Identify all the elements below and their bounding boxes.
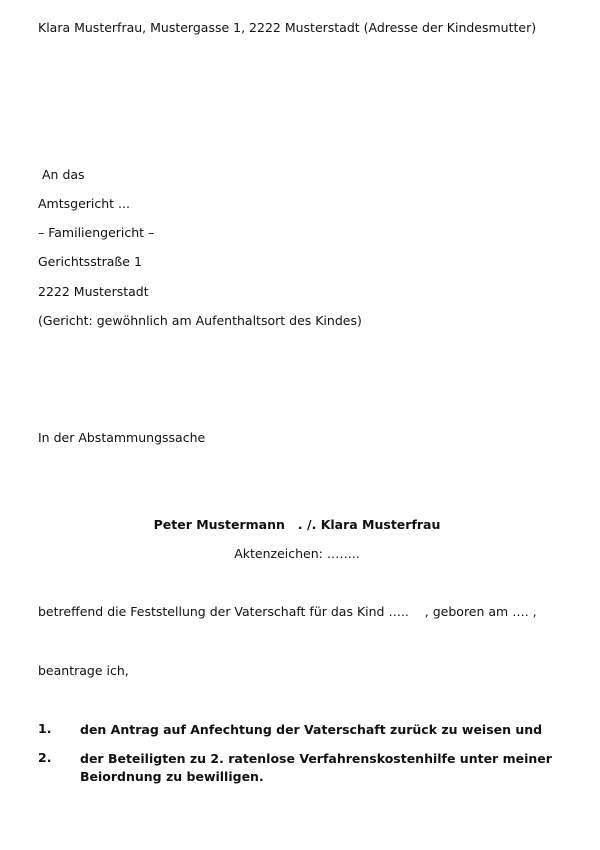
case-intro: In der Abstammungssache xyxy=(38,430,206,445)
recipient-note: (Gericht: gewöhnlich am Aufenthaltsort des Kindes) xyxy=(38,313,362,328)
request-number: 1. xyxy=(38,721,52,736)
recipient-city: 2222 Musterstadt xyxy=(38,284,149,299)
request-text: den Antrag auf Anfechtung der Vaterschaft zurück zu weisen und xyxy=(80,722,543,737)
request-number: 2. xyxy=(38,750,52,765)
recipient-court: Amtsgericht ... xyxy=(38,196,130,211)
file-number: Aktenzeichen: …….. xyxy=(234,546,360,561)
recipient-street: Gerichtsstraße 1 xyxy=(38,254,142,269)
request-text: der Beteiligten zu 2. ratenlose Verfahrenskostenhilfe unter meiner Beiordnung zu bewilligen. xyxy=(80,751,552,784)
sender-address-line: Klara Musterfrau, Mustergasse 1, 2222 Musterstadt (Adresse der Kindesmutter) xyxy=(38,20,537,35)
request-intro: beantrage ich, xyxy=(38,663,129,678)
parties-line: Peter Mustermann . /. Klara Musterfrau xyxy=(153,517,441,532)
recipient-department: – Familiengericht – xyxy=(38,225,155,240)
regarding-line: betreffend die Feststellung der Vaterschaft für das Kind ….. , geboren am …. , xyxy=(38,604,537,619)
recipient-line-an-das: An das xyxy=(42,167,85,182)
